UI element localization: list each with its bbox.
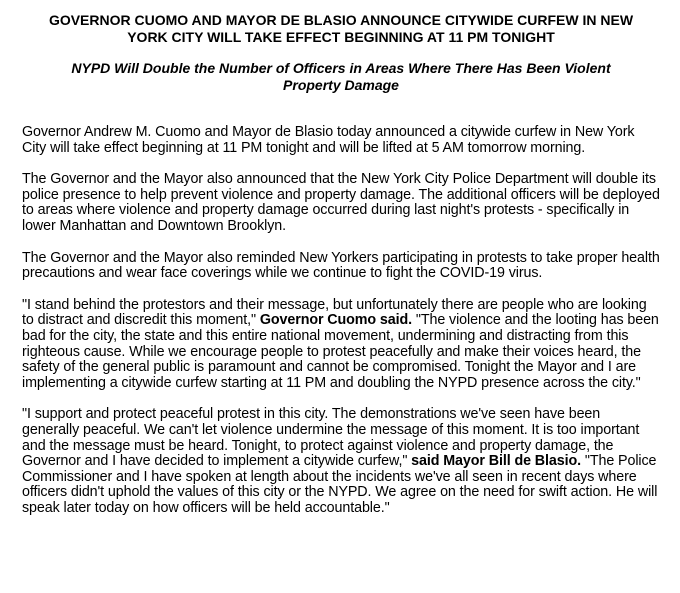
cuomo-attribution: Governor Cuomo said. (259, 312, 412, 329)
de-blasio-quote-part-2: "The Police Commissioner and I have spoken at length about the incidents we've all seen in recent days where officers didn't uphold the values of this city or the NYPD. We agree on the need for swift action. He will speak later today on how officers will be held accountable." (22, 453, 658, 516)
paragraph-health-precautions: The Governor and the Mayor also reminded New Yorkers participating in protests to take proper health precautions and wear face coverings while we continue to fight the COVID-19 virus. (22, 249, 660, 282)
paragraph-de-blasio-quote (22, 407, 660, 516)
cuomo-quote-part-1: "I stand behind the protestors and their message, but unfortunately there are people who are looking to distract and discredit this moment," (22, 296, 647, 329)
cuomo-quote-part-2: "The violence and the looting has been bad for the city, the state and this entire national movement, undermining and distracting from this righteous cause. While we encourage people to protest peacefully and make their voices heard, the safety of the general public is paramount and cannot be compromised. Tonight the Mayor and I are implementing a citywide curfew starting at 11 PM and doubling the NYPD presence across the city." (22, 312, 659, 391)
de-blasio-quote-part-1: "I support and protect peaceful protest in this city. The demonstrations we've seen have been generally peaceful. We can't let violence undermine the message of this moment. It is too important and the message must be heard. Tonight, to protect against violence and property damage, the Governor and I have decided to implement a citywide curfew," (22, 406, 640, 470)
headline: GOVERNOR CUOMO AND MAYOR DE BLASIO ANNOUNCE CITYWIDE CURFEW IN NEW YORK CITY WILL TAKE EFFECT BEGINNING AT 11 PM TONIGHT (48, 12, 634, 45)
paragraph-curfew: Governor Andrew M. Cuomo and Mayor de Blasio today announced a citywide curfew in New York City will take effect beginning at 11 PM tonight and will be lifted at 5 AM tomorrow morning. (22, 124, 635, 156)
paragraph-cuomo-quote (22, 298, 660, 392)
subheadline: NYPD Will Double the Number of Officers in Areas Where There Has Been Violent Property Damage (71, 60, 611, 93)
paragraph-police-presence: The Governor and the Mayor also announced that the New York City Police Department will double its police presence to help prevent violence and property damage. The additional officers will be deployed to areas where violence and property damage occurred during last night's protests - specifically in lower Manhattan and Downtown Brooklyn. (22, 171, 660, 234)
de-blasio-attribution: said Mayor Bill de Blasio. (411, 453, 581, 470)
article-body (22, 125, 660, 516)
